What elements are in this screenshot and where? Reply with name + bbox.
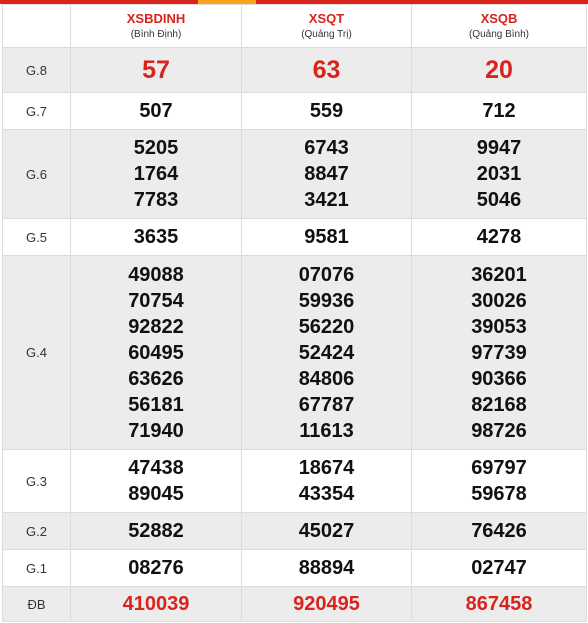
prize-row-g6 <box>3 130 587 219</box>
prize-cell <box>242 219 412 256</box>
prize-number: 52424 <box>298 341 355 364</box>
prize-number: 07076 <box>298 263 355 286</box>
prize-row-g4 <box>3 256 587 450</box>
prize-label: G.4 <box>3 256 71 450</box>
prize-number: 52882 <box>128 520 184 542</box>
prize-number: 5046 <box>476 189 522 211</box>
prize-cell <box>412 48 587 93</box>
lottery-results-table <box>2 4 587 622</box>
prize-row-g3 <box>3 450 587 513</box>
prize-cell <box>242 48 412 93</box>
prize-number: 89045 <box>128 483 184 505</box>
prize-row-g5 <box>3 219 587 256</box>
prize-number: 18674 <box>298 457 355 479</box>
prize-cell <box>71 219 242 256</box>
special-prize-number: 920495 <box>293 593 360 615</box>
prize-cell <box>412 256 587 450</box>
province-header <box>242 5 412 48</box>
prize-number: 9947 <box>476 137 522 159</box>
province-header <box>71 5 242 48</box>
prize-number: 47438 <box>128 457 184 479</box>
province-code-link[interactable]: XSQB <box>480 11 518 26</box>
prize-row-g2 <box>3 513 587 550</box>
prize-row-g1 <box>3 550 587 587</box>
prize-number: 59678 <box>471 483 527 505</box>
prize-cell <box>242 450 412 513</box>
prize-number: 39053 <box>471 315 527 338</box>
prize-number: 08276 <box>128 557 184 579</box>
prize-label: G.7 <box>3 93 71 130</box>
prize-cell <box>71 550 242 587</box>
prize-number: 69797 <box>471 457 527 479</box>
prize-number: 43354 <box>298 483 355 505</box>
prize-cell <box>242 513 412 550</box>
prize-number: 7783 <box>133 189 179 211</box>
prize-number: 71940 <box>128 419 184 442</box>
prize-number: 3635 <box>133 226 179 248</box>
prize-number: 63 <box>312 56 341 84</box>
prize-cell <box>71 256 242 450</box>
prize-number: 20 <box>485 56 513 84</box>
prize-number: 92822 <box>128 315 184 338</box>
province-code-link[interactable]: XSBDINH <box>126 11 186 26</box>
prize-number: 60495 <box>128 341 184 364</box>
prize-number: 507 <box>139 100 173 122</box>
prize-cell <box>412 513 587 550</box>
prize-number: 82168 <box>471 393 527 416</box>
header-corner-cell <box>3 5 71 48</box>
prize-number: 49088 <box>128 263 184 286</box>
prize-row-g7 <box>3 93 587 130</box>
prize-cell <box>412 130 587 219</box>
prize-number: 63626 <box>128 367 184 390</box>
prize-number: 9581 <box>304 226 349 248</box>
prize-number: 559 <box>309 100 344 122</box>
prize-number: 67787 <box>298 393 355 416</box>
prize-cell <box>71 48 242 93</box>
prize-label: G.2 <box>3 513 71 550</box>
prize-cell <box>412 93 587 130</box>
prize-number: 11613 <box>299 419 354 442</box>
prize-number: 8847 <box>304 163 349 185</box>
prize-number: 712 <box>482 100 516 122</box>
prize-cell <box>412 587 587 622</box>
prize-number: 30026 <box>471 289 527 312</box>
prize-cell <box>242 130 412 219</box>
prize-cell <box>71 93 242 130</box>
province-name: (Quảng Trị) <box>301 29 352 40</box>
special-prize-number: 410039 <box>122 593 190 615</box>
special-prize-number: 867458 <box>465 593 533 615</box>
prize-number: 84806 <box>298 367 355 390</box>
prize-label: G.1 <box>3 550 71 587</box>
province-name: (Quảng Bình) <box>468 29 530 40</box>
prize-number: 1764 <box>133 163 179 185</box>
prize-cell <box>242 93 412 130</box>
prize-cell <box>71 130 242 219</box>
prize-cell <box>242 256 412 450</box>
prize-cell <box>71 513 242 550</box>
prize-row-special <box>3 587 587 622</box>
prize-cell <box>71 587 242 622</box>
prize-number: 70754 <box>128 289 184 312</box>
prize-cell <box>71 450 242 513</box>
prize-label: G.3 <box>3 450 71 513</box>
prize-number: 57 <box>142 56 170 84</box>
prize-number: 56220 <box>298 315 355 338</box>
prize-label: ĐB <box>3 587 71 622</box>
prize-row-g8 <box>3 48 587 93</box>
prize-number: 88894 <box>298 557 355 579</box>
prize-number: 2031 <box>476 163 522 185</box>
prize-label: G.6 <box>3 130 71 219</box>
prize-number: 36201 <box>471 263 527 286</box>
province-header-row <box>3 5 587 48</box>
prize-number: 5205 <box>133 137 179 159</box>
prize-number: 45027 <box>298 520 355 542</box>
prize-number: 3421 <box>304 189 349 211</box>
prize-number: 4278 <box>476 226 522 248</box>
prize-cell <box>242 587 412 622</box>
prize-number: 6743 <box>304 137 349 159</box>
prize-cell <box>412 550 587 587</box>
prize-number: 90366 <box>471 367 527 390</box>
prize-cell <box>242 550 412 587</box>
prize-number: 76426 <box>471 520 527 542</box>
prize-label: G.8 <box>3 48 71 93</box>
prize-cell <box>412 219 587 256</box>
prize-number: 02747 <box>471 557 527 579</box>
prize-cell <box>412 450 587 513</box>
prize-number: 56181 <box>128 393 184 416</box>
prize-number: 98726 <box>471 419 527 442</box>
province-name: (Bình Định) <box>130 29 182 40</box>
province-code-link[interactable]: XSQT <box>308 11 345 26</box>
prize-number: 59936 <box>298 289 355 312</box>
prize-number: 97739 <box>471 341 527 364</box>
prize-label: G.5 <box>3 219 71 256</box>
province-header <box>412 5 587 48</box>
